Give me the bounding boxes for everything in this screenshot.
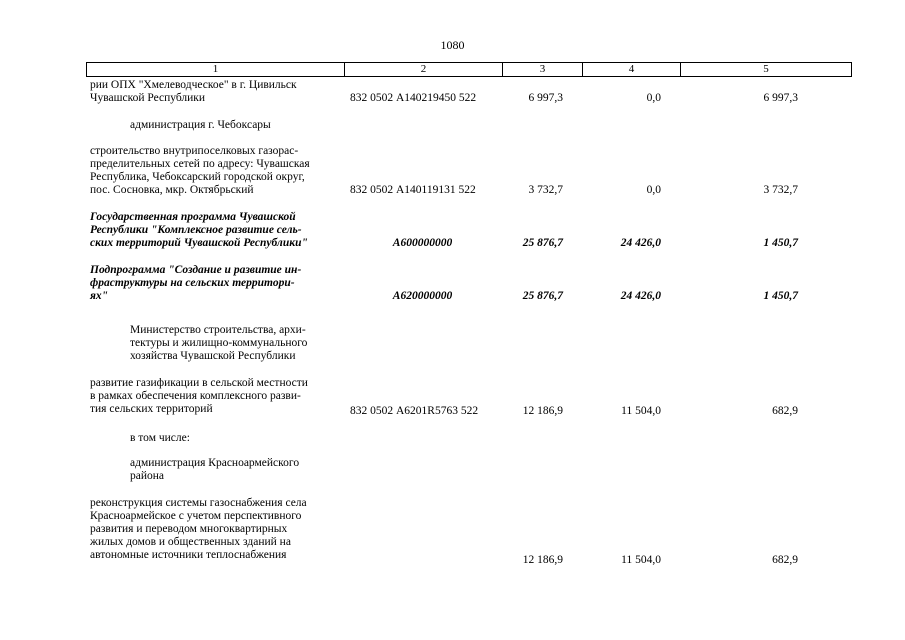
table-row-value-5: 682,9: [772, 554, 798, 566]
table-row-value-5: 6 997,3: [763, 92, 798, 104]
column-header-4: 4: [583, 63, 681, 76]
table-row-name: реконструкция системы газоснабжения села Красноармейское с учетом перспективного развития и переводом многоквартирных жилых домов и общественных зданий на автономные источники теплоснабжения: [90, 497, 307, 561]
table-header: [86, 62, 852, 77]
table-row-name: Подпрограмма "Создание и развитие ин- фраструктуры на сельских территори- ях": [90, 264, 302, 302]
table-row-value-5: 682,9: [772, 405, 798, 417]
table-row-name: строительство внутрипоселковых газорас- пределительных сетей по адресу: Чувашская Республика, Чебоксарский городской округ, пос. Сосновка, мкр. Октябрьский: [90, 145, 310, 196]
table-row-value-3: 12 186,9: [522, 554, 563, 566]
table-row-value-3: 6 997,3: [528, 92, 563, 104]
table-row-name: администрация г. Чебоксары: [130, 119, 271, 131]
table-row-value-4: 24 426,0: [620, 290, 661, 302]
column-header-5: 5: [763, 63, 769, 75]
column-header-2: 2: [345, 63, 503, 76]
page-number: 1080: [440, 38, 465, 52]
table-row-value-3: 25 876,7: [522, 237, 563, 249]
table-row-value-4: 11 504,0: [621, 405, 661, 417]
table-row-code: 832 0502 А140119131 522: [350, 184, 476, 196]
table-row-value-4: 0,0: [646, 92, 661, 104]
table-row-value-3: 12 186,9: [522, 405, 563, 417]
table-row-value-4: 0,0: [646, 184, 661, 196]
table-row-value-5: 1 450,7: [763, 237, 798, 249]
table-row-code: А600000000: [392, 237, 453, 249]
table-row-value-4: 24 426,0: [620, 237, 661, 249]
column-header-1: 1: [87, 63, 345, 76]
table-row-name: Министерство строительства, архи- тектуры и жилищно-коммунального хозяйства Чувашской Республики: [130, 324, 308, 362]
table-row-code: 832 0502 А6201R5763 522: [350, 405, 479, 417]
table-row-code: А620000000: [392, 290, 453, 302]
table-row-value-3: 3 732,7: [528, 184, 563, 196]
table-row-name: в том числе:: [130, 432, 190, 444]
table-row-name: Государственная программа Чувашской Республики "Комплексное развитие сель- ских территорий Чувашской Республики": [90, 211, 308, 249]
table-row-value-5: 3 732,7: [763, 184, 798, 196]
table-row-code: 832 0502 А140219450 522: [350, 92, 477, 104]
table-row-name: рии ОПХ "Хмелеводческое" в г. Цивильск Чувашской Республики: [90, 79, 297, 104]
table-row-value-5: 1 450,7: [763, 290, 798, 302]
table-row-name: развитие газификации в сельской местности в рамках обеспечения комплексного разви- тия сельских территорий: [90, 377, 308, 415]
table-row-value-3: 25 876,7: [522, 290, 563, 302]
column-header-3: 3: [503, 63, 583, 76]
table-row-value-4: 11 504,0: [621, 554, 661, 566]
table-row-name: администрация Красноармейского района: [130, 457, 300, 482]
